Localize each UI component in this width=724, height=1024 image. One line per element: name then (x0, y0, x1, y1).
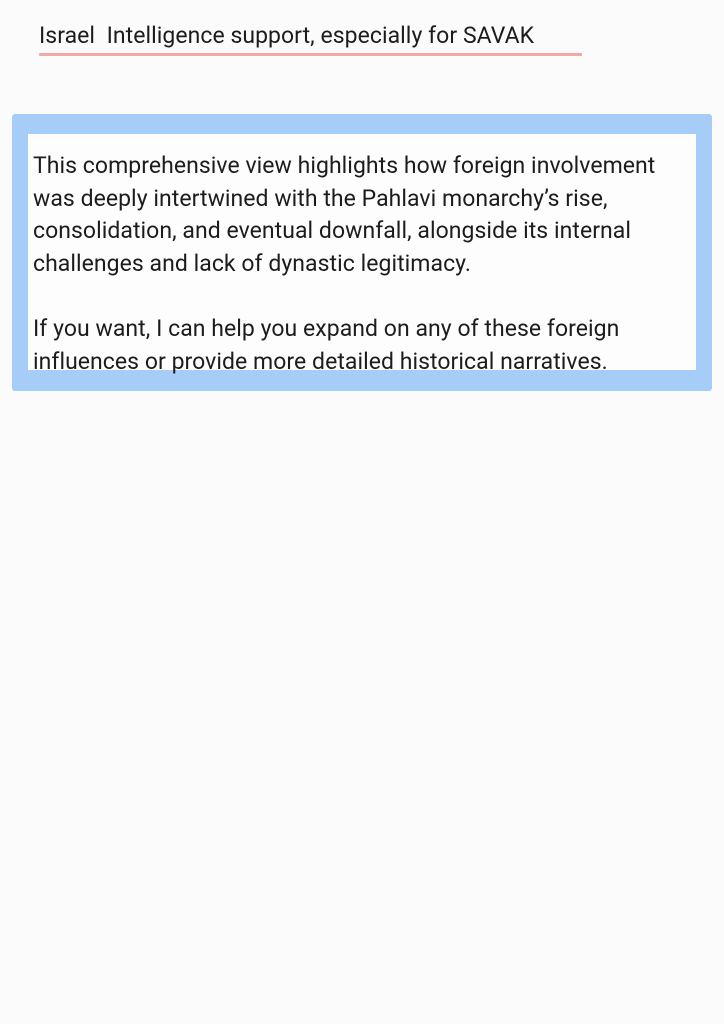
message-paragraph-summary: This comprehensive view highlights how foreign involvement was deeply intertwined with the Pahlavi monarchy’s rise, consolidation, and eventual downfall, alongside its internal challenges and lack of dynastic legitimacy. (33, 152, 656, 278)
red-underline (39, 53, 582, 56)
message-paragraph-offer: If you want, I can help you expand on any of these foreign influences or provide more detailed historical narratives. (33, 315, 620, 375)
list-item-israel-intelligence: Israel Intelligence support, especially for SAVAK (39, 22, 535, 49)
